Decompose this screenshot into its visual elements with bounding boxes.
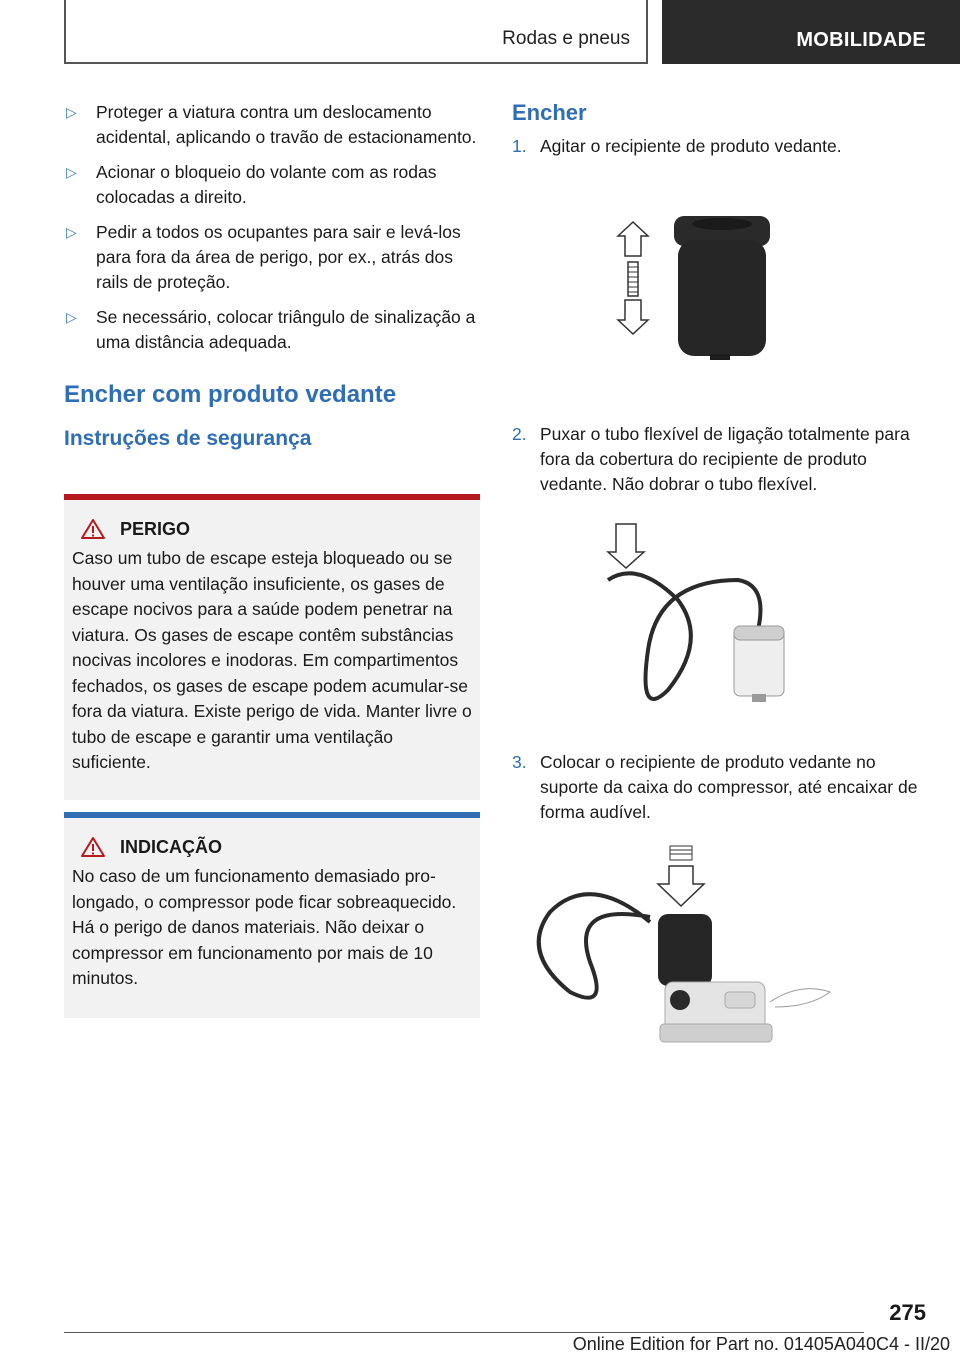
triangle-bullet-icon: ▷ — [66, 104, 77, 120]
danger-warning-box — [64, 494, 480, 800]
list-item: ▷ Se necessário, colocar triângulo de sinalização a uma distância adequada. — [64, 305, 480, 355]
pull-hose-figure — [598, 520, 798, 720]
list-item: ▷ Pedir a todos os ocupantes para sair e levá-los para fora da área de perigo, por ex., atrás dos rails de proteção. — [64, 220, 480, 295]
triangle-bullet-icon: ▷ — [66, 164, 77, 180]
danger-title: PERIGO — [80, 518, 472, 540]
note-box — [64, 812, 480, 1018]
subsection-heading: Instruções de segurança — [64, 427, 312, 450]
section-heading: Encher com produto vedante — [64, 381, 397, 408]
header-section-title: Rodas e pneus — [502, 28, 630, 49]
danger-text: Caso um tubo de escape esteja bloqueado ou se houver uma ventilação insuficiente, os gases de escape nocivos para a saúde podem penetrar na viatura. Os gases de escape contêm substâncias nocivas incolores e inodoras. Em compartimentos fechados, os gases de escape podem acumular-se fora da viatura. Existe perigo de vida. Manter livre o tubo de escape e garantir uma ventilação suficiente. — [72, 548, 472, 772]
shake-sealant-figure — [600, 210, 780, 370]
insert-bottle-compressor-figure — [530, 842, 840, 1057]
note-text: No caso de um funcionamento demasiado prolongado, o compressor pode ficar sobreaquecido. Há o perigo de danos materiais. Não deixar o compressor em funcionamento por mais de 10 minutos. — [72, 866, 457, 988]
warning-triangle-icon — [80, 518, 106, 540]
footer-edition: Online Edition for Part no. 01405A040C4 - II/20 — [572, 1334, 950, 1354]
step-item: 3. Colocar o recipiente de produto vedante no suporte da caixa do compressor, até encaixar de forma audível. — [512, 752, 918, 822]
header-section-box — [64, 0, 648, 64]
header-chapter-title: MOBILIDADE — [796, 29, 926, 51]
list-item: ▷ Acionar o bloqueio do volante com as rodas colocadas a direito. — [64, 160, 480, 210]
triangle-bullet-icon: ▷ — [66, 309, 77, 325]
header-chapter-tab — [662, 0, 960, 64]
triangle-bullet-icon: ▷ — [66, 224, 77, 240]
list-item: ▷ Proteger a viatura contra um deslocamento acidental, aplicando o travão de estacionamento. — [64, 100, 480, 150]
note-title: INDICAÇÃO — [80, 836, 472, 858]
warning-triangle-icon — [80, 836, 106, 858]
right-column — [512, 100, 932, 159]
page-number: 275 — [889, 1300, 926, 1325]
footer-divider — [64, 1332, 864, 1333]
section-heading: Encher — [512, 100, 587, 125]
step-item: 1. Agitar o recipiente de produto vedante. — [512, 136, 842, 156]
step-item: 2. Puxar o tubo flexível de ligação totalmente para fora da cobertura do recipiente de produto vedante. Não dobrar o tubo flexível. — [512, 424, 910, 494]
left-column — [64, 100, 480, 451]
